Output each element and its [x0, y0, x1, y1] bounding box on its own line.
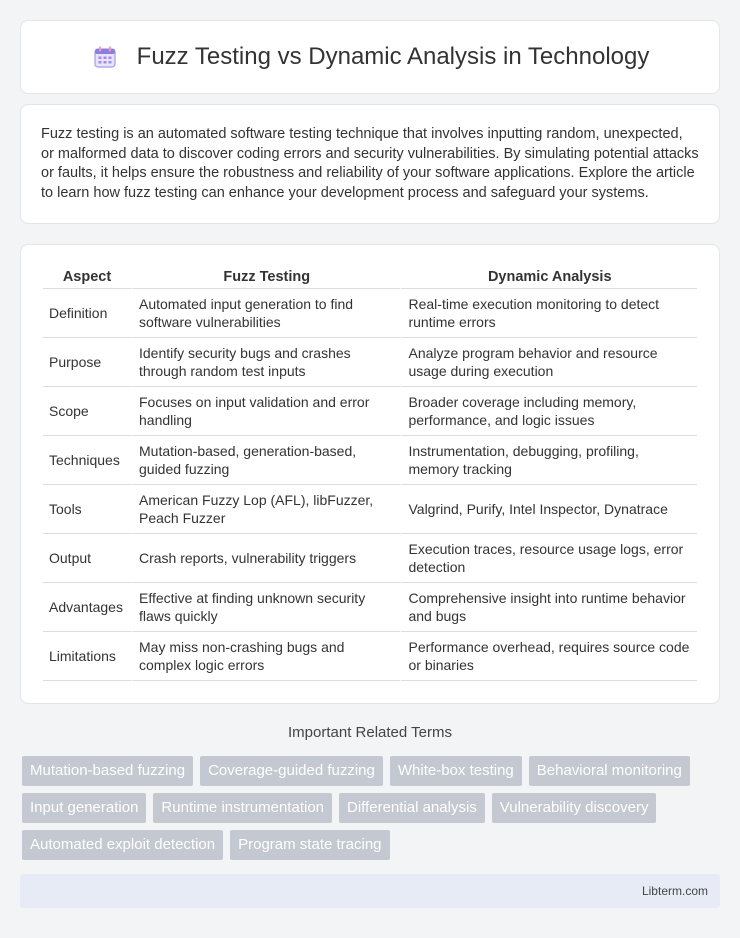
- table-header-row: [43, 265, 697, 289]
- table-row: [43, 632, 697, 681]
- dynamic-cell: Execution traces, resource usage logs, error detection: [400, 534, 697, 583]
- fuzz-cell: Identify security bugs and crashes through random test inputs: [131, 338, 400, 387]
- footer-brand-link[interactable]: Libterm.com: [641, 884, 708, 898]
- related-term-tag[interactable]: Behavioral monitoring: [529, 756, 690, 786]
- header-fuzz-testing: Fuzz Testing: [131, 265, 400, 289]
- intro-paragraph: Fuzz testing is an automated software testing technique that involves inputting random, unexpected, or malformed data to discover coding errors and security vulnerabilities. By simulating potential attacks or faults, it helps ensure the robustness and reliability of your software applications. Explore the article to learn how fuzz testing can enhance your development process and safeguard your systems.: [41, 126, 699, 201]
- fuzz-cell: Effective at finding unknown security flaws quickly: [131, 583, 400, 632]
- table-row: [43, 289, 697, 338]
- related-terms-title: Important Related Terms: [288, 724, 452, 741]
- footer: [20, 874, 720, 908]
- fuzz-cell: American Fuzzy Lop (AFL), libFuzzer, Peach Fuzzer: [131, 485, 400, 534]
- related-term-tag[interactable]: Mutation-based fuzzing: [22, 756, 193, 786]
- related-term-tag[interactable]: Vulnerability discovery: [492, 793, 657, 823]
- dynamic-cell: Instrumentation, debugging, profiling, memory tracking: [400, 436, 697, 485]
- related-term-tag[interactable]: Program state tracing: [230, 830, 389, 860]
- related-term-tag[interactable]: Runtime instrumentation: [153, 793, 332, 823]
- header-dynamic-analysis: Dynamic Analysis: [400, 265, 697, 289]
- title-card: [20, 20, 720, 94]
- fuzz-cell: Automated input generation to find software vulnerabilities: [131, 289, 400, 338]
- calendar-icon: [91, 43, 119, 71]
- aspect-cell: Scope: [43, 387, 131, 436]
- aspect-cell: Techniques: [43, 436, 131, 485]
- dynamic-cell: Performance overhead, requires source code or binaries: [400, 632, 697, 681]
- table-row: [43, 583, 697, 632]
- aspect-cell: Output: [43, 534, 131, 583]
- intro-card: [20, 104, 720, 224]
- aspect-cell: Tools: [43, 485, 131, 534]
- comparison-table-card: [20, 244, 720, 704]
- dynamic-cell: Comprehensive insight into runtime behavior and bugs: [400, 583, 697, 632]
- comparison-table: [43, 265, 697, 681]
- dynamic-cell: Analyze program behavior and resource usage during execution: [400, 338, 697, 387]
- related-term-tag[interactable]: Input generation: [22, 793, 146, 823]
- fuzz-cell: May miss non-crashing bugs and complex logic errors: [131, 632, 400, 681]
- fuzz-cell: Mutation-based, generation-based, guided fuzzing: [131, 436, 400, 485]
- table-row: [43, 338, 697, 387]
- table-row: [43, 485, 697, 534]
- fuzz-cell: Focuses on input validation and error handling: [131, 387, 400, 436]
- related-term-tag[interactable]: Differential analysis: [339, 793, 485, 823]
- related-term-tag[interactable]: Coverage-guided fuzzing: [200, 756, 383, 786]
- dynamic-cell: Broader coverage including memory, performance, and logic issues: [400, 387, 697, 436]
- page-title: Fuzz Testing vs Dynamic Analysis in Technology: [136, 43, 650, 70]
- dynamic-cell: Real-time execution monitoring to detect runtime errors: [400, 289, 697, 338]
- dynamic-cell: Valgrind, Purify, Intel Inspector, Dynatrace: [400, 485, 697, 534]
- related-term-tag[interactable]: White-box testing: [390, 756, 522, 786]
- header-aspect: Aspect: [43, 265, 131, 289]
- table-row: [43, 436, 697, 485]
- aspect-cell: Definition: [43, 289, 131, 338]
- related-term-tag[interactable]: Automated exploit detection: [22, 830, 223, 860]
- fuzz-cell: Crash reports, vulnerability triggers: [131, 534, 400, 583]
- table-row: [43, 534, 697, 583]
- related-terms-list: [22, 756, 722, 860]
- aspect-cell: Limitations: [43, 632, 131, 681]
- table-row: [43, 387, 697, 436]
- aspect-cell: Purpose: [43, 338, 131, 387]
- aspect-cell: Advantages: [43, 583, 131, 632]
